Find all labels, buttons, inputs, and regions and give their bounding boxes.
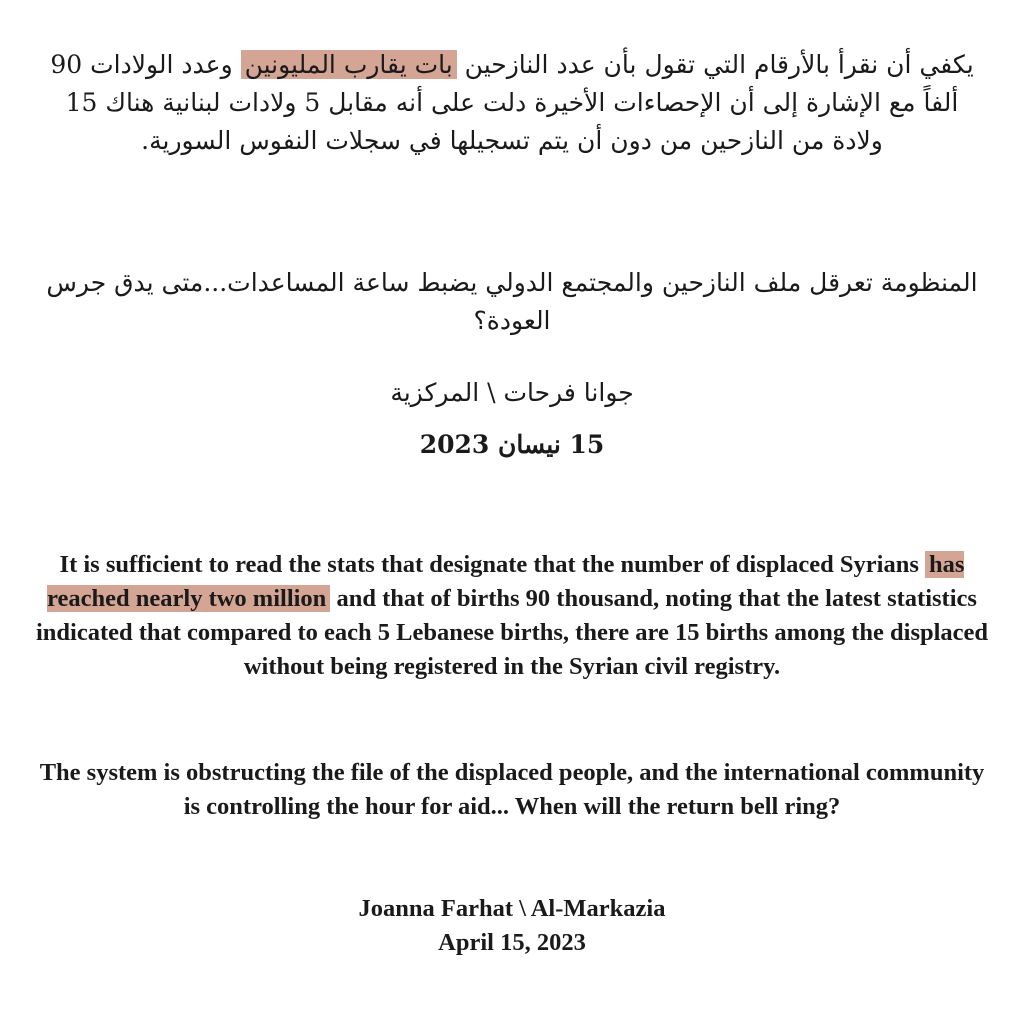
english-paragraph-end: and that of births 90 thousand, noting that the latest statistics indicated that compared to each 5 Lebanese births, there are 15 births among the displaced without being registered in the Syrian civil registry. — [35, 585, 989, 680]
arabic-title: المنظومة تعرقل ملف النازحين والمجتمع الدولي يضبط ساعة المساعدات...متى يدق جرس العودة؟ — [46, 268, 978, 335]
arabic-date: 15 نيسان 2023 — [419, 430, 605, 459]
arabic-paragraph-start: يكفي أن نقرأ بالأرقام التي تقول بأن عدد النازحين — [456, 50, 974, 79]
english-author: Joanna Farhat \ Al-Markazia — [358, 895, 666, 922]
english-highlight: has reached nearly two million — [47, 551, 965, 612]
arabic-paragraph — [40, 46, 984, 160]
arabic-highlight: بات يقارب المليونين — [241, 50, 457, 79]
english-paragraph — [30, 548, 994, 684]
arabic-author: جوانا فرحات \ المركزية — [390, 378, 634, 407]
english-paragraph-start: It is sufficient to read the stats that designate that the number of displaced Syrians — [59, 551, 919, 578]
english-title: The system is obstructing the file of the displaced people, and the international community is controlling the hour for aid... When will the return bell ring? — [39, 759, 985, 820]
arabic-paragraph-end: وعدد الولادات 90 ألفاً مع الإشارة إلى أن الإحصاءات الأخيرة دلت على أنه مقابل 5 ولادات لبنانية هناك 15 ولادة من النازحين من دون أن يتم تسجيلها في سجلات النفوس السورية. — [50, 50, 959, 155]
english-date: April 15, 2023 — [438, 929, 586, 956]
